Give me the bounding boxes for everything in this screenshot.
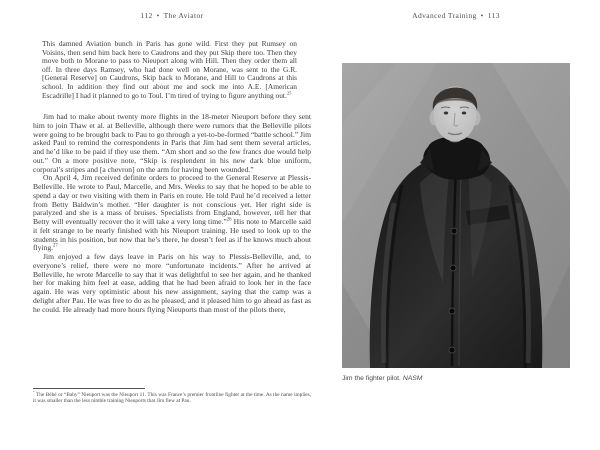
page-number-left: 112 (140, 11, 153, 20)
paragraph-2 (33, 174, 311, 253)
footnote (33, 392, 311, 404)
footnote-rule (33, 388, 145, 389)
portrait-photo-svg (342, 63, 570, 368)
footnote-ref-25: 25 (286, 90, 292, 96)
block-quote-text: This damned Aviation bunch in Paris has gone wild. First they put Rumsey on Voisins, then send him back here to Caudrons and they put Skip there too. Then they move both to Morane to pass to Nieuport along with Hill. Then they order them all off. In three days Ramsey, who had done well on Morane, was sent to the G.R. [General Reserve] on Caudrons, Skip back to Morane, and Hill to Caudrons at this school. In addition they find out about me and sock me into A.E. [American Escadrille] I had it planned to go to Toul. I’m tired of trying to figure anything out. (42, 39, 297, 100)
photo-credit: NASM (402, 375, 423, 382)
book-title: The Aviator (163, 11, 204, 20)
paragraph-1 (33, 113, 311, 174)
page-number-right: 113 (487, 11, 500, 20)
paragraph-1-text: Jim had to make about twenty more flights in the 18-meter Nieuport before they sent him to join Thaw et al. at Belleville, although there were rumors that the Belleville pilots were going to be brought back to Pau to go through a yet-to-be-formed “battle school.” Jim asked Paul to remind the correspondents in Paris that Jim had sent them several articles, and he’d like to be paid if they use them. “Am short and so the few francs due would help out.” On a more positive note, “Skip is resplendent in his new dark blue uniform, corporal’s stripes and [a chevron] on the arm for having been wounded.” (33, 112, 311, 174)
footnote-ref-26: 26 (226, 217, 232, 223)
chapter-title: Advanced Training (412, 11, 477, 20)
paragraph-2-text-b: His note to Marcelle said it felt strange to be nearly finished with his Nieuport training. He used to look up to the students in his position, but now that he’s there, he doesn’t feel as if he knows much about flying. (33, 217, 311, 253)
photo-caption (342, 375, 570, 382)
photo-caption-text: Jim the fighter pilot. (342, 375, 403, 382)
header-separator-right: • (480, 11, 484, 20)
running-header-right (342, 11, 570, 20)
left-page-text-column (33, 40, 311, 314)
block-quote (42, 40, 297, 100)
footnote-area (33, 388, 311, 404)
portrait-photo (342, 63, 570, 368)
footnote-marker: * (33, 390, 35, 395)
paragraph-2-text-a: On April 4, Jim received definite orders to proceed to the General Reserve at Plessis-Belleville. He wrote to Paul, Marcelle, and Mrs. Weeks to say that he hoped to be able to spend a day or two visiting with them in Paris en route. He told Paul he’d received a letter from Betty Baldwin’s mother. “Her daughter is not conscious yet. Her right side is paralyzed and she is a mass of bruises. Specialists from England, however, tell her that Betty will eventually recover tho it will take a very long time.” (33, 173, 311, 227)
header-separator-left: • (156, 11, 160, 20)
footnote-ref-27: 27 (53, 243, 58, 249)
footnote-text: The Bébé or “Baby” Nieuport was the Nieuport 11. This was France’s premier frontline fighter at the time. As the name implies, it was smaller than the less nimble training Nieuports that Jim flew at Pau. (33, 392, 311, 405)
paragraph-3-text: Jim enjoyed a few days leave in Paris on his way to Plessis-Belleville, and, to everyone’s relief, there were no more “unfortunate incidents.” After he arrived at Belleville, he wrote Marcelle to say that it was delightful to see her again, and he thanked her for making him feel at ease, adding that he had been afraid to look her in the face again. He was very optimistic about his new assignment, saying that the camp was a delight after Pau. He was free to do as he pleased, and it pleased him to go ahead as fast as he could. He already had more hours flying Nieuports than most of the pilots there, (33, 252, 311, 314)
running-header-left (33, 11, 311, 20)
paragraph-3 (33, 253, 311, 314)
